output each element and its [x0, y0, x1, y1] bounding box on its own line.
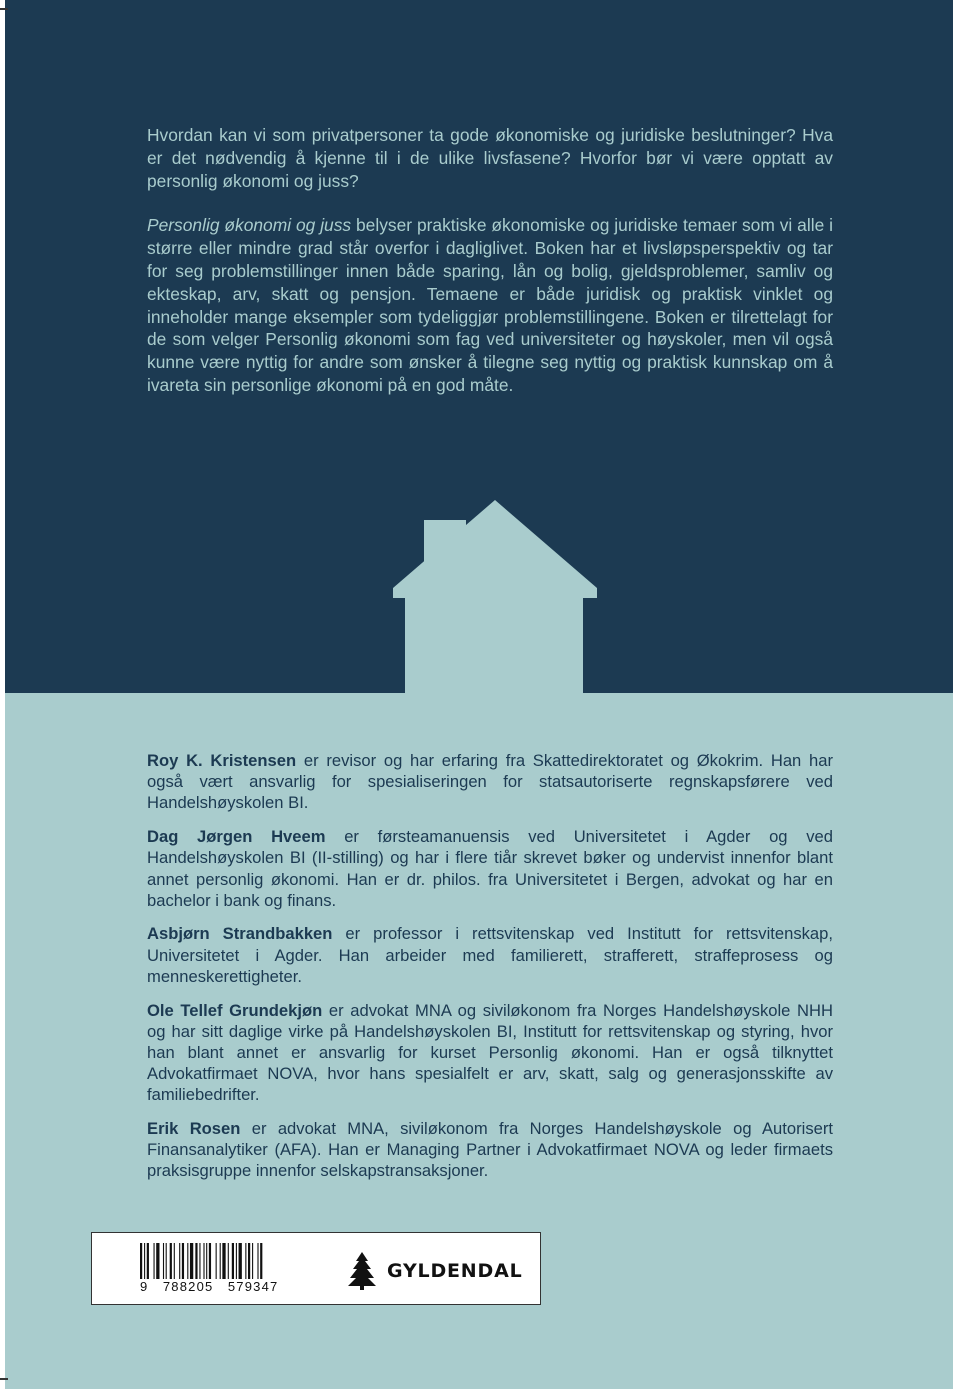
- barcode-bar: [174, 1243, 175, 1279]
- barcode-bar: [222, 1243, 225, 1279]
- barcode-box: [91, 1232, 541, 1305]
- barcode-bar: [154, 1243, 155, 1279]
- blurb-text: [147, 124, 833, 419]
- author-name: Asbjørn Strandbakken: [147, 924, 333, 944]
- barcode-bar: [144, 1243, 145, 1279]
- author-bio-text: er revisor og har erfaring fra Skattedirektoratet og Økokrim. Han har også vært ansvarlig for spesialiseringen for statsautoriserte regnskapsførere ved Handelshøyskolen BI.: [147, 751, 833, 813]
- barcode-bar: [203, 1243, 204, 1279]
- barcode-bar: [163, 1243, 164, 1279]
- back-cover: [5, 0, 953, 1389]
- author-bio-text: er advokat MNA og siviløkonom fra Norges Handelshøyskole NHH og har sitt daglige virke på Handelshøyskolen BI, Institutt for rettsvitenskap og styring, hvor han blant annet er ansvarlig for kurset Personlig økonomi. Han er også tilknyttet Advokatfirmaet NOVA, hvor hans spesialfelt er arv, skatt, salg og generasjonsskifte av familiebedrifter.: [147, 1000, 833, 1105]
- house-shape: [393, 500, 597, 693]
- barcode-bar: [190, 1243, 193, 1279]
- barcode-bar: [182, 1243, 184, 1279]
- barcode-bar: [156, 1243, 159, 1279]
- barcode-bar: [140, 1243, 142, 1279]
- barcode-bar: [170, 1243, 172, 1279]
- author-bio-text: er førsteamanuensis ved Universitetet i Agder og ved Handelshøyskolen BI (II-stilling) og har i flere tiår skrevet bøker og undervist innenfor blant annet personlig økonomi. Han er dr. philos. fra Universitetet i Bergen, advokat og har en bachelor i bank og finans.: [147, 827, 833, 910]
- barcode-bar: [209, 1243, 211, 1279]
- barcode-bar: [260, 1243, 262, 1279]
- barcode-bar: [216, 1243, 217, 1279]
- barcode-bar: [232, 1243, 234, 1279]
- barcode-bar: [166, 1243, 167, 1279]
- author-bio: [147, 750, 833, 814]
- barcode-bar: [257, 1243, 258, 1279]
- barcode-bar: [199, 1243, 200, 1279]
- book-title-italic: Personlig økonomi og juss: [147, 215, 352, 236]
- barcode-bar: [147, 1243, 149, 1279]
- crop-mark: [0, 8, 8, 10]
- author-name: Ole Tellef Grundekjøn: [147, 1000, 323, 1020]
- blurb-paragraph-2-body: belyser praktiske økonomiske og juridiske temaer som vi alle i større eller mindre grad står overfor i dagliglivet. Boken har et livsløpsperspektiv og tar for seg problemstillinger innen både sparing, lån og bolig, gjeldsproblemer, samliv og ekteskap, arv, skatt og pensjon. Temaene er både juridisk og praktisk vinklet og inneholder mange eksempler som tydeliggjør problemstillingene. Boken er tilrettelagt for de som velger Personlig økonomi som fag ved universiteter og høyskoler, men vil også kunne være nyttig for andre som ønsker å tilegne seg nyttig og praktisk kunnskap om å ivareta sin personlige økonomi på en god måte.: [147, 215, 833, 395]
- barcode-bar: [236, 1243, 237, 1279]
- barcode-bar: [228, 1243, 229, 1279]
- barcode-bar: [220, 1243, 221, 1279]
- spruce-tree-icon: [347, 1252, 377, 1290]
- barcode-bar: [179, 1243, 180, 1279]
- author-bio: [147, 1118, 833, 1182]
- barcode-bar: [252, 1243, 253, 1279]
- publisher-logo: [347, 1251, 522, 1291]
- author-name: Roy K. Kristensen: [147, 751, 297, 770]
- author-bio: [147, 826, 833, 911]
- author-bio: [147, 923, 833, 987]
- blurb-paragraph-2: [147, 214, 833, 396]
- barcode-bar: [195, 1243, 197, 1279]
- author-bios: [147, 750, 833, 1194]
- author-bio-text: er advokat MNA, siviløkonom fra Norges Handelshøyskole og Autorisert Finansanalytiker (AFA). Han er Managing Partner i Advokatfirmaet NOVA og leder firmaets praksisgruppe innenfor selskapstransaksjoner.: [147, 1119, 833, 1181]
- barcode-bar: [239, 1243, 242, 1279]
- barcode-bar: [187, 1243, 188, 1279]
- barcode: [140, 1243, 300, 1279]
- barcode-bar: [245, 1243, 246, 1279]
- barcode-bar: [248, 1243, 250, 1279]
- author-bio-text: er professor i rettsvitenskap ved Institutt for rettsvitenskap, Universitetet i Agder. Han arbeider med familierett, strafferett, straffeprosess og menneskerettigheter.: [147, 924, 833, 986]
- barcode-bar: [206, 1243, 207, 1279]
- author-name: Erik Rosen: [147, 1119, 241, 1139]
- author-name: Dag Jørgen Hveem: [147, 827, 326, 847]
- isbn-digits: 9 788205 579347: [140, 1279, 279, 1294]
- publisher-name: GYLDENDAL: [387, 1260, 523, 1282]
- author-bio: [147, 1000, 833, 1106]
- blurb-paragraph-1: Hvordan kan vi som privatpersoner ta gode økonomiske og juridiske beslutninger? Hva er det nødvendig å kjenne til i de ulike livsfasene? Hvorfor bør vi være opptatt av personlig økonomi og juss?: [147, 125, 833, 191]
- crop-mark: [0, 1378, 8, 1380]
